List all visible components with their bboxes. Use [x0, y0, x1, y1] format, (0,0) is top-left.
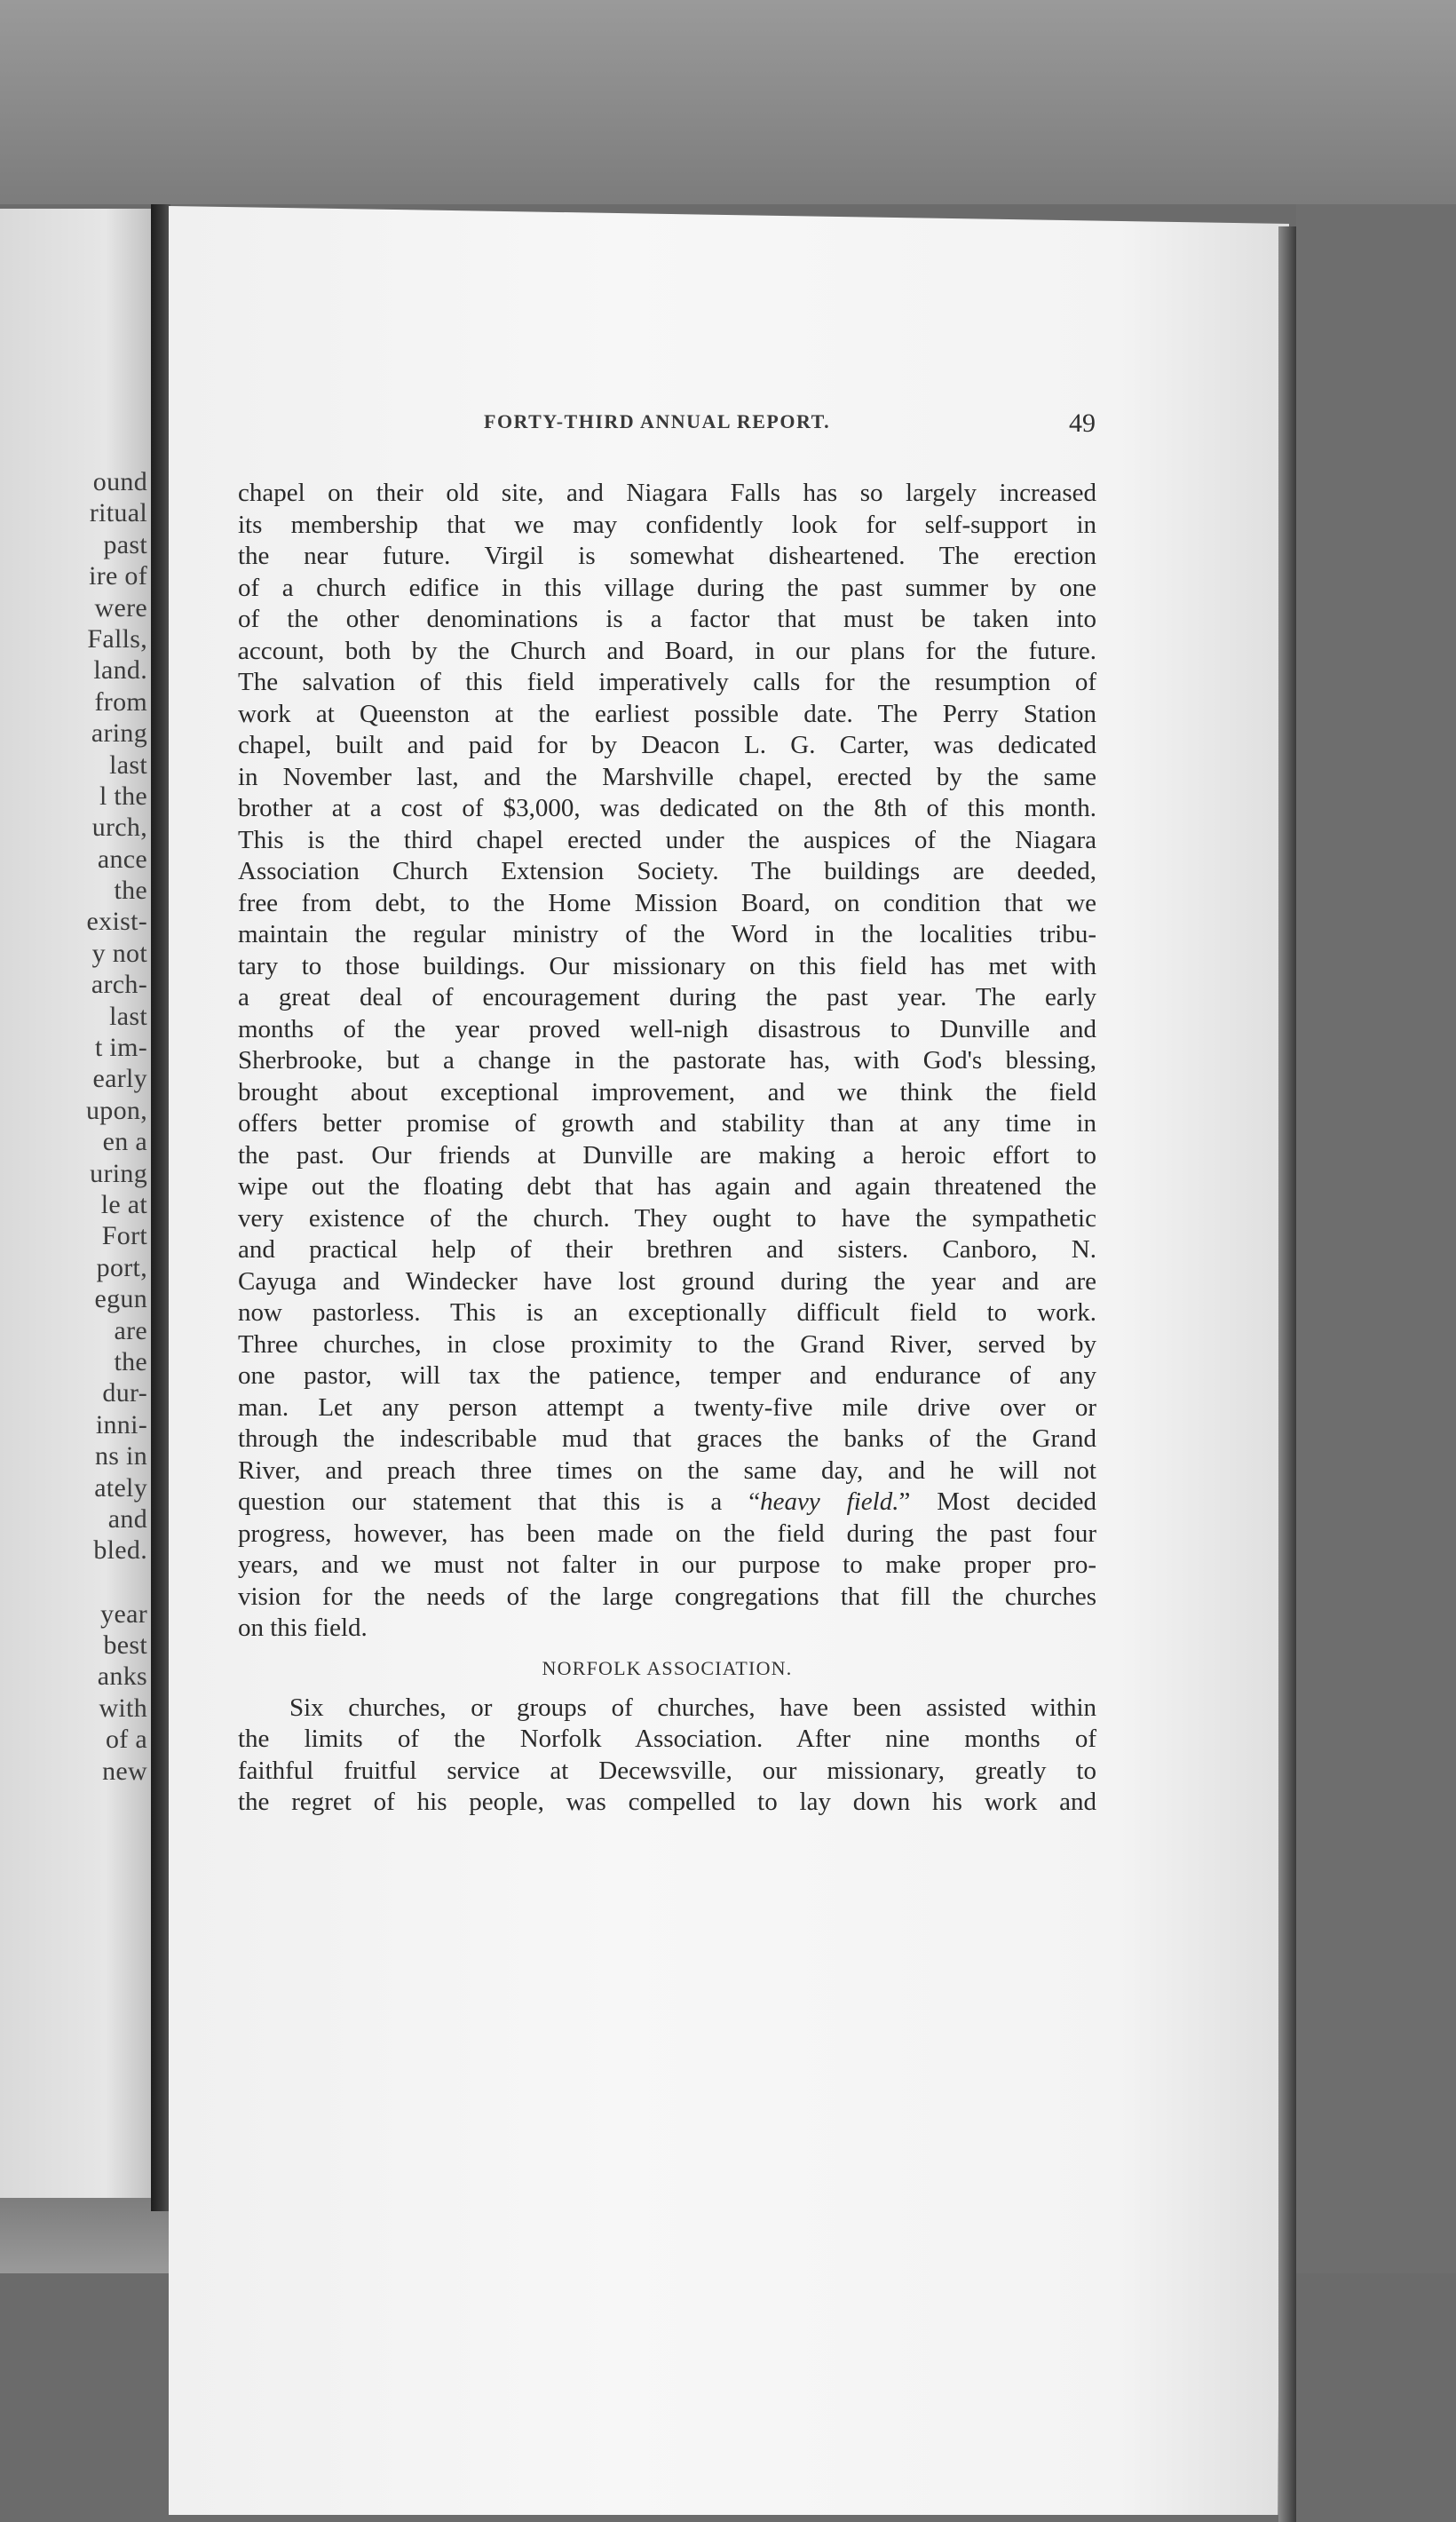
facing-page-gap: [86, 1566, 147, 1598]
text-line: brought about exceptional improvement, and we think the field: [238, 1077, 1096, 1106]
facing-page-fragment: ound: [92, 467, 147, 496]
text-line: man. Let any person attempt a twenty-five mile drive over or: [238, 1392, 1096, 1422]
facing-page-fragment: ately: [94, 1472, 147, 1503]
facing-page-fragment: last: [109, 1001, 147, 1031]
facing-page-fragment: ire of: [89, 561, 147, 591]
text-line: now pastorless. This is an exceptionally difficult field to work.: [238, 1298, 1096, 1327]
facing-page-fragment: le at: [100, 1189, 147, 1219]
scanner-background-right: [1296, 204, 1456, 2273]
facing-page-fragment: dur-: [102, 1378, 147, 1408]
body-paragraph-1-continued: [238, 1519, 1096, 1614]
heavy-field-before: question our statement that this is a “: [238, 1487, 761, 1516]
text-line: This is the third chapel erected under the auspices of the Niagara: [238, 825, 1096, 854]
text-line: work at Queenston at the earliest possible date. The Perry Station: [238, 699, 1096, 728]
facing-page-fragment: y not: [91, 938, 147, 968]
text-line: Three churches, in close proximity to the Grand River, served by: [238, 1329, 1096, 1359]
facing-page-text-fragments: [86, 466, 147, 1787]
text-line: progress, however, has been made on the field during the past four: [238, 1519, 1096, 1548]
facing-page-fragment: the: [114, 876, 147, 906]
text-line: very existence of the church. They ought to have the sympathetic: [238, 1203, 1096, 1233]
text-line: vision for the needs of the large congregations that fill the churches: [238, 1582, 1096, 1611]
text-line: its membership that we may confidently look for self-support in: [238, 510, 1096, 539]
heavy-field-italic: heavy field.: [760, 1487, 899, 1516]
text-line: wipe out the floating debt that has again and again threatened the: [238, 1172, 1096, 1201]
facing-page-fragment: Fort: [101, 1221, 147, 1251]
text-line: faithful fruitful service at Decewsville, our missionary, greatly to: [238, 1756, 1096, 1785]
facing-page-fragment: and: [107, 1503, 147, 1534]
facing-page-fragment: last: [109, 749, 147, 780]
text-line: the near future. Virgil is somewhat disheartened. The erection: [238, 542, 1096, 570]
body-line-heavy-field: [238, 1487, 1096, 1519]
text-line: tary to those buildings. Our missionary on this field has met with: [238, 951, 1096, 980]
facing-page-fragment: l the: [99, 781, 147, 811]
text-line: and practical help of their brethren and sisters. Canboro, N.: [238, 1235, 1096, 1264]
text-line: chapel, built and paid for by Deacon L. G. Carter, was dedicated: [238, 731, 1096, 759]
facing-page-fragment: ns in: [94, 1441, 147, 1471]
page-edge-shadow: [1278, 226, 1296, 2522]
facing-page-fragment: uring: [90, 1158, 147, 1188]
facing-page-fragment: best: [103, 1630, 147, 1661]
book-spine: [151, 204, 170, 2211]
facing-page-fragment: ance: [97, 844, 147, 874]
text-line: chapel on their old site, and Niagara Falls has so largely increased: [238, 479, 1096, 507]
text-line: account, both by the Church and Board, in our plans for the future.: [238, 636, 1096, 665]
page-number: 49: [1069, 408, 1096, 438]
body-paragraph-1: [238, 478, 1096, 1487]
text-line: years, and we must not falter in our purpose to make proper pro-: [238, 1550, 1096, 1579]
text-line: maintain the regular ministry of the Word in the localities tribu-: [238, 920, 1096, 948]
facing-page-fragment: the: [114, 1346, 147, 1376]
facing-page-fragment: anks: [97, 1662, 147, 1692]
facing-page-fragment: egun: [94, 1284, 147, 1314]
section-paragraph: [238, 1693, 1096, 1819]
text-line: the past. Our friends at Dunville are making a heroic effort to: [238, 1140, 1096, 1170]
facing-page-fragment: are: [114, 1315, 147, 1345]
body-text: [238, 478, 1096, 1819]
facing-page-fragment: past: [103, 529, 147, 559]
text-line: The salvation of this field imperatively calls for the resumption of: [238, 668, 1096, 696]
text-line: River, and preach three times on the same day, and he will not: [238, 1455, 1096, 1485]
facing-page-fragment: early: [92, 1064, 147, 1094]
facing-page-fragment: were: [94, 592, 147, 623]
scanner-background-top: [0, 0, 1456, 204]
facing-page-fragment: en a: [102, 1127, 147, 1157]
text-line: in November last, and the Marshville chapel, erected by the same: [238, 762, 1096, 791]
text-line: Six churches, or groups of churches, have been assisted within: [289, 1693, 1096, 1722]
text-line: brother at a cost of $3,000, was dedicated on the 8th of this month.: [238, 794, 1096, 822]
facing-page-fragment: ritual: [89, 498, 147, 528]
text-line: of the other denominations is a factor that must be taken into: [238, 605, 1096, 633]
text-line: a great deal of encouragement during the past year. The early: [238, 983, 1096, 1011]
facing-page-fragment: t im-: [95, 1033, 147, 1063]
text-line: one pastor, will tax the patience, temper and endurance of any: [238, 1361, 1096, 1390]
facing-page-fragment: aring: [91, 718, 147, 749]
facing-page-fragment: urch,: [91, 813, 147, 843]
text-line: Sherbrooke, but a change in the pastorate has, with God's blessing,: [238, 1046, 1096, 1075]
running-head: FORTY-THIRD ANNUAL REPORT.: [484, 410, 831, 432]
section-title: NORFOLK ASSOCIATION.: [542, 1656, 793, 1679]
facing-page-fragment: with: [99, 1693, 147, 1723]
facing-page-fragment: exist-: [86, 907, 147, 937]
facing-page-fragment: inni-: [95, 1409, 147, 1439]
facing-page-fragment: from: [94, 686, 147, 717]
heavy-field-after: ” Most decided: [898, 1487, 1096, 1516]
facing-page-fragment: arch-: [91, 970, 147, 1000]
facing-page-fragment: of a: [105, 1725, 147, 1755]
text-line: the limits of the Norfolk Association. After nine months of: [238, 1725, 1096, 1753]
facing-page-fragment: upon,: [86, 1095, 147, 1125]
facing-page-left: [0, 209, 151, 2198]
facing-page-fragment: new: [102, 1756, 147, 1786]
text-line: of a church edifice in this village during the past summer by one: [238, 573, 1096, 602]
facing-page-fragment: Falls,: [87, 623, 147, 654]
facing-page-fragment: port,: [96, 1252, 147, 1282]
facing-page-fragment: year: [100, 1598, 147, 1629]
text-line: free from debt, to the Home Mission Board, on condition that we: [238, 888, 1096, 917]
facing-page-fragment: bled.: [93, 1535, 147, 1566]
body-last-line: on this field.: [238, 1614, 368, 1642]
text-line: through the indescribable mud that graces the banks of the Grand: [238, 1424, 1096, 1453]
facing-page-fragment: land.: [93, 655, 147, 686]
text-line: offers better promise of growth and stability than at any time in: [238, 1109, 1096, 1138]
text-line: months of the year proved well-nigh disastrous to Dunville and: [238, 1014, 1096, 1043]
text-line: Cayuga and Windecker have lost ground during the year and are: [238, 1266, 1096, 1296]
text-line: Association Church Extension Society. The buildings are deeded,: [238, 857, 1096, 885]
text-line: the regret of his people, was compelled to lay down his work and: [238, 1788, 1096, 1816]
